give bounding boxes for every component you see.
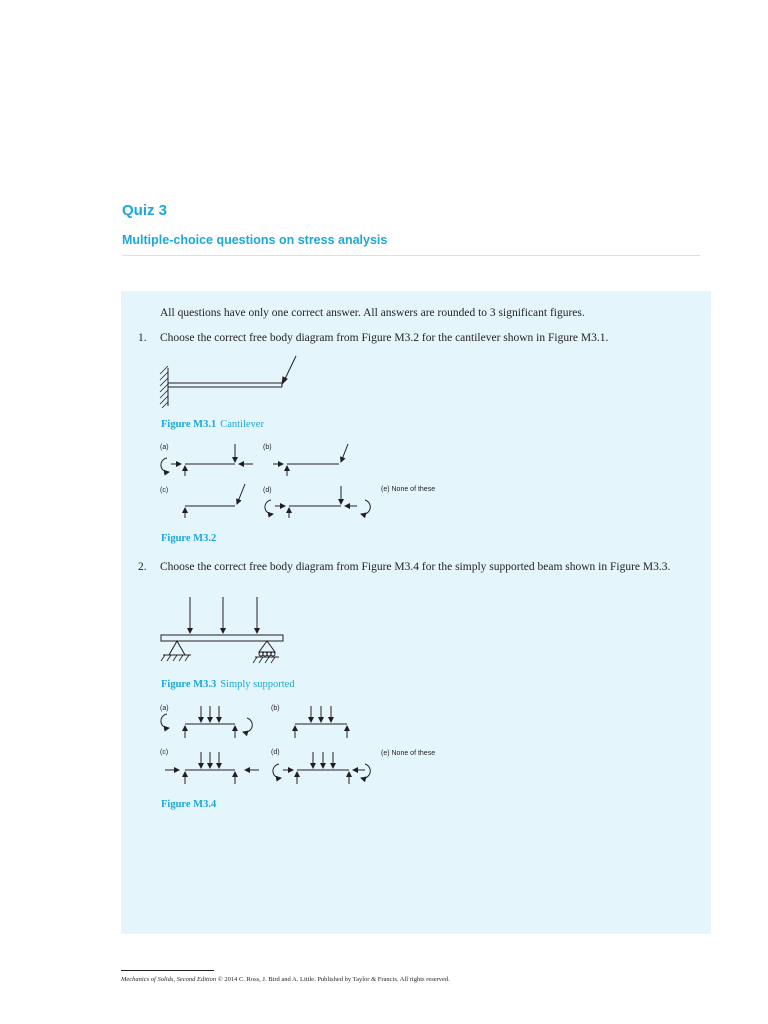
quiz-subtitle: Multiple-choice questions on stress analysis bbox=[122, 233, 388, 247]
option-a-label: (a) bbox=[160, 705, 169, 712]
option-b-label: (b) bbox=[271, 705, 280, 712]
figure-m3-1-caption: Figure M3.1 Cantilever bbox=[161, 419, 264, 430]
copyright-text: © 2014 C. Ross, J. Bird and A. Little. Published by Taylor & Francis. All rights reserved. bbox=[216, 976, 450, 983]
question-text: Choose the correct free body diagram from Figure M3.2 for the cantilever shown in Figure M3.1. bbox=[160, 332, 609, 344]
option-e-label: (e) None of these bbox=[381, 750, 436, 757]
footnote-divider bbox=[121, 970, 214, 971]
figure-m3-4-caption: Figure M3.4 bbox=[161, 799, 217, 810]
question-number: 2. bbox=[138, 561, 147, 573]
instructions: All questions have only one correct answer. All answers are rounded to 3 significant figures. bbox=[160, 307, 585, 319]
figure-m3-3-caption: Figure M3.3 Simply supported bbox=[161, 679, 295, 690]
option-a-label: (a) bbox=[160, 444, 169, 451]
figure-m3-2-options bbox=[155, 440, 455, 525]
question-text: Choose the correct free body diagram from Figure M3.4 for the simply supported beam shown in Figure M3.3. bbox=[160, 561, 671, 573]
book-title: Mechanics of Solids, Second Edition bbox=[121, 976, 217, 983]
option-c-label: (c) bbox=[160, 749, 169, 756]
copyright-footnote bbox=[121, 976, 450, 983]
question-number: 1. bbox=[138, 332, 147, 344]
option-c-label: (c) bbox=[160, 487, 169, 494]
figure-m3-2-caption: Figure M3.2 bbox=[161, 533, 217, 544]
quiz-title: Quiz 3 bbox=[122, 202, 168, 219]
option-e-label: (e) None of these bbox=[381, 486, 436, 493]
option-b-label: (b) bbox=[263, 444, 272, 451]
option-d-label: (d) bbox=[271, 749, 280, 756]
option-d-label: (d) bbox=[263, 487, 272, 494]
cantilever-figure bbox=[150, 350, 310, 410]
title-divider bbox=[122, 255, 700, 256]
simply-supported-figure bbox=[155, 595, 295, 670]
figure-m3-4-options bbox=[155, 700, 455, 790]
